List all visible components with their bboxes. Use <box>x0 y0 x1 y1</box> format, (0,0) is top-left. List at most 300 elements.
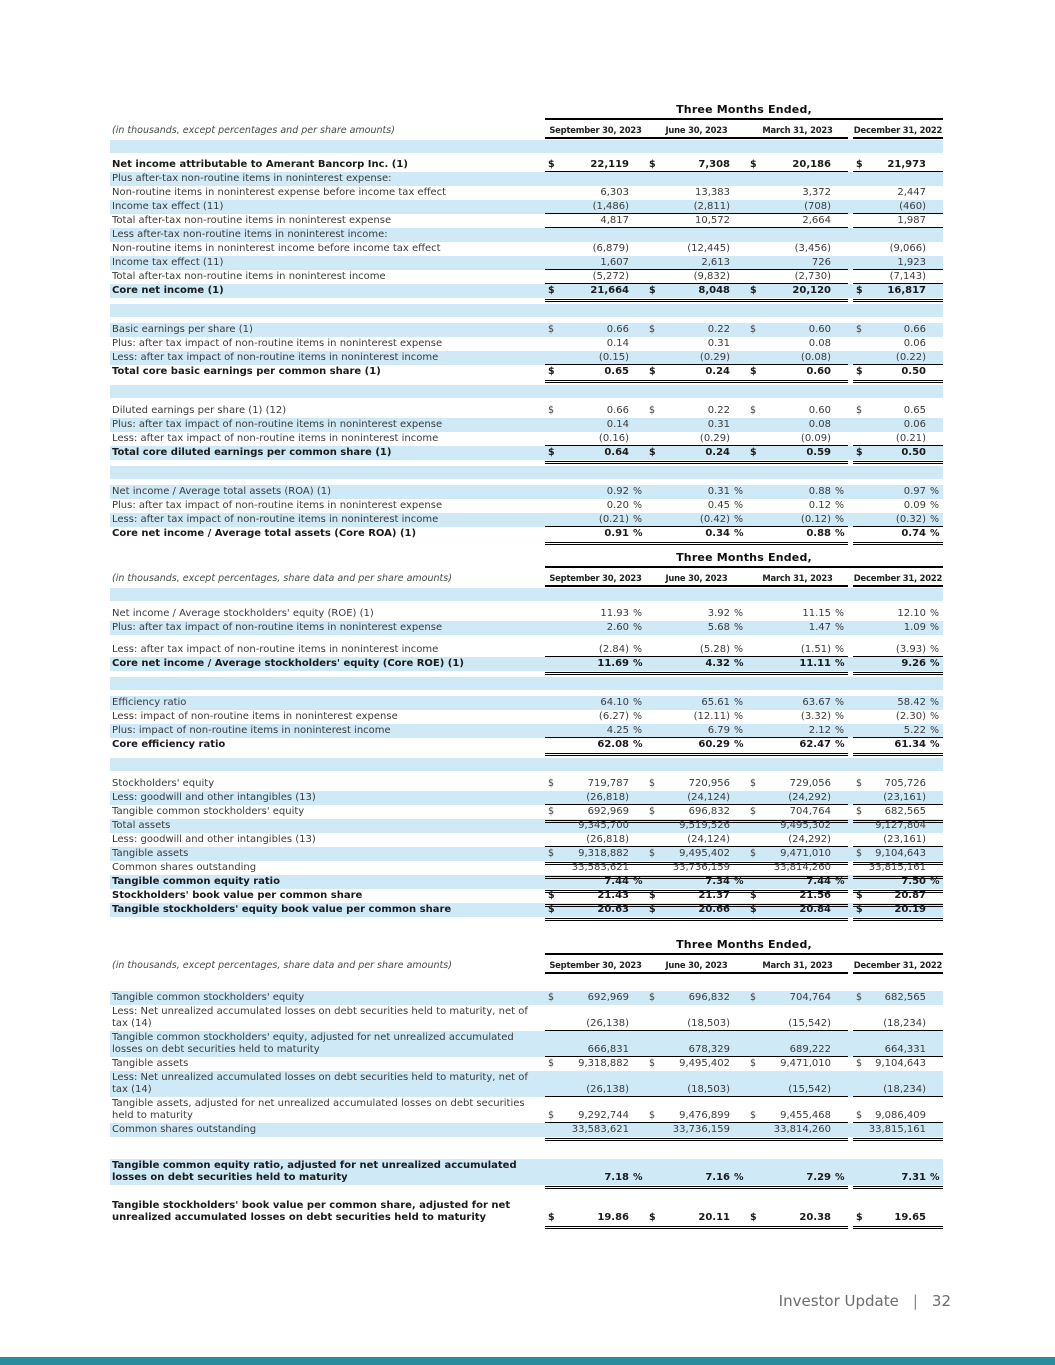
dollar-sign: $ <box>750 324 757 335</box>
percent-sign <box>831 778 846 790</box>
dollar-sign <box>856 338 867 350</box>
percent-sign: % <box>835 500 845 511</box>
dollar-sign <box>649 338 660 350</box>
row-values <box>545 903 943 917</box>
column-header: June 30, 2023 <box>665 960 728 970</box>
percent-sign: % <box>734 697 744 708</box>
row-label: Net income / Average stockholders' equity (ROE) (1) <box>112 608 374 619</box>
row-label: Tangible common equity ratio <box>112 876 280 887</box>
dollar-sign <box>750 608 761 620</box>
value-text: 0.88 <box>806 528 831 539</box>
table-header-columns <box>545 103 943 139</box>
dollar-sign <box>649 792 660 804</box>
cell-value <box>747 806 848 819</box>
dollar-sign: $ <box>548 159 555 170</box>
cell-value <box>545 876 646 889</box>
value-text: 9,471,010 <box>780 848 831 859</box>
value-text: (18,234) <box>883 1084 926 1095</box>
percent-sign <box>730 904 745 916</box>
row-label: Tangible assets <box>112 848 189 859</box>
percent-sign <box>831 405 846 417</box>
dollar-sign: $ <box>548 447 555 458</box>
cell-value <box>545 1172 646 1185</box>
value-text: 33,815,161 <box>868 1124 926 1135</box>
value-text: (0.09) <box>800 433 831 444</box>
dollar-sign <box>649 514 660 526</box>
double-rule-line <box>545 672 848 675</box>
percent-sign <box>629 405 644 417</box>
spacer-row <box>110 677 943 690</box>
dollar-sign: $ <box>649 405 656 416</box>
value-text: 0.64 <box>604 447 629 458</box>
percent-sign <box>629 992 644 1004</box>
dollar-sign <box>856 257 867 269</box>
cell-value <box>747 711 848 724</box>
percent-sign <box>730 215 745 227</box>
dollar-sign <box>548 486 559 498</box>
value-text: 7.29 <box>806 1172 831 1183</box>
cell-value <box>545 697 646 710</box>
percent-sign: % <box>930 697 940 708</box>
table-row <box>110 738 943 752</box>
value-text: 1,987 <box>897 215 926 226</box>
percent-sign <box>926 1212 941 1224</box>
cell-value <box>747 697 848 710</box>
cell-value <box>853 862 943 875</box>
percent-sign <box>831 324 846 336</box>
dollar-sign <box>750 1044 761 1056</box>
percent-sign <box>629 820 644 832</box>
percent-sign <box>629 834 644 846</box>
value-text: 10,572 <box>695 215 730 226</box>
value-text: 21.56 <box>799 890 831 901</box>
row-label: Income tax effect (11) <box>112 201 224 212</box>
dollar-sign <box>649 187 660 199</box>
percent-sign <box>629 419 644 431</box>
row-values <box>545 657 943 671</box>
percent-sign <box>926 1124 941 1136</box>
cell-value <box>747 658 848 671</box>
row-label: Net income / Average total assets (ROA) (1) <box>112 486 332 497</box>
dollar-sign <box>548 862 559 874</box>
cell-value <box>646 697 747 710</box>
value-text: 11.69 <box>597 658 629 669</box>
cell-value <box>747 1172 848 1185</box>
percent-sign <box>730 834 745 846</box>
value-text: 7.31 <box>901 1172 926 1183</box>
percent-sign <box>926 257 941 269</box>
table-header <box>110 551 943 587</box>
value-text: 62.47 <box>799 739 831 750</box>
cell-value <box>545 338 646 351</box>
table-row <box>110 242 943 256</box>
table-row <box>110 513 943 527</box>
value-text: 664,331 <box>884 1044 926 1055</box>
value-text: 9,086,409 <box>875 1110 926 1121</box>
cell-value <box>545 1212 646 1225</box>
table-row <box>110 1031 943 1057</box>
row-label: Total after-tax non-routine items in noninterest income <box>112 271 386 282</box>
dollar-sign <box>548 1018 559 1030</box>
cell-value <box>853 697 943 710</box>
dollar-sign <box>548 215 559 227</box>
value-text: 0.65 <box>903 405 926 416</box>
table-title: Three Months Ended, <box>545 551 943 568</box>
cell-value <box>646 338 747 351</box>
dollar-sign <box>649 644 660 656</box>
table-row <box>110 1123 943 1137</box>
row-values <box>545 228 943 242</box>
column-group-2023 <box>545 957 848 974</box>
row-values <box>545 710 943 724</box>
row-values <box>545 724 943 738</box>
row-values <box>545 284 943 298</box>
dollar-sign <box>649 739 660 751</box>
footer <box>779 1292 951 1310</box>
value-text: (6,879) <box>592 243 629 254</box>
column-header: March 31, 2023 <box>762 573 833 583</box>
dollar-sign: $ <box>548 904 555 915</box>
row-label: Total core basic earnings per common share (1) <box>112 366 381 377</box>
dollar-sign <box>750 187 761 199</box>
percent-sign: % <box>734 739 744 750</box>
row-label: Core net income (1) <box>112 285 224 296</box>
row-values <box>545 499 943 513</box>
dollar-sign <box>750 201 761 213</box>
value-text: 0.66 <box>606 405 629 416</box>
value-text: 11.11 <box>799 658 831 669</box>
value-text: 0.09 <box>903 500 926 511</box>
row-label: Less: Net unrealized accumulated losses on debt securities held to maturity, net of tax (14) <box>112 1006 528 1029</box>
dollar-sign <box>856 1124 867 1136</box>
table-row <box>110 256 943 270</box>
value-text: 33,815,161 <box>868 862 926 873</box>
value-text: 705,726 <box>884 778 926 789</box>
row-values <box>545 991 943 1005</box>
cell-value <box>646 890 747 903</box>
cell-value <box>545 904 646 917</box>
row-values <box>545 607 943 621</box>
row-label: Plus after-tax non-routine items in noninterest expense: <box>112 173 392 184</box>
row-values <box>545 337 943 351</box>
row-label: Less: after tax impact of non-routine items in noninterest income <box>112 644 439 655</box>
percent-sign <box>629 904 644 916</box>
dollar-sign <box>548 271 559 283</box>
cell-value <box>747 405 848 418</box>
dollar-sign <box>750 528 761 540</box>
value-text: (26,818) <box>586 834 629 845</box>
row-label: Tangible common equity ratio, adjusted for net unrealized accumulated losses on debt securities held to maturity <box>112 1160 517 1183</box>
percent-sign: % <box>633 876 643 887</box>
column-header: June 30, 2023 <box>665 125 728 135</box>
dollar-sign <box>649 622 660 634</box>
dollar-sign: $ <box>856 778 863 789</box>
table-row <box>110 432 943 446</box>
cell-value <box>545 862 646 875</box>
dollar-sign <box>548 876 559 888</box>
percent-sign: % <box>633 1172 643 1183</box>
table-row <box>110 284 943 298</box>
table-adjusted-tangible <box>110 938 943 1225</box>
row-label: Less: impact of non-routine items in noninterest expense <box>112 711 398 722</box>
row-values <box>545 1199 943 1225</box>
double-rule-line <box>853 753 943 756</box>
cell-value <box>646 486 747 499</box>
percent-sign <box>831 1212 846 1224</box>
percent-sign: % <box>835 697 845 708</box>
value-text: 9,345,700 <box>578 820 629 831</box>
cell-value <box>646 608 747 621</box>
percent-sign <box>730 890 745 902</box>
dollar-sign <box>649 862 660 874</box>
cell-value <box>747 890 848 903</box>
percent-sign <box>730 1124 745 1136</box>
row-label: Total assets <box>112 820 171 831</box>
value-text: (24,292) <box>788 834 831 845</box>
percent-sign: % <box>633 622 643 633</box>
percent-sign <box>831 992 846 1004</box>
value-text: (6.27) <box>598 711 629 722</box>
percent-sign <box>926 201 941 213</box>
cell-value <box>747 608 848 621</box>
value-text: 0.24 <box>705 447 730 458</box>
percent-sign <box>629 257 644 269</box>
cell-value <box>545 778 646 791</box>
dollar-sign <box>856 1084 867 1096</box>
table-title: Three Months Ended, <box>545 103 943 120</box>
percent-sign <box>831 433 846 445</box>
table-row <box>110 1199 943 1225</box>
percent-sign <box>831 201 846 213</box>
percent-sign <box>926 890 941 902</box>
double-rule-line <box>853 299 943 302</box>
column-header: June 30, 2023 <box>665 573 728 583</box>
percent-sign <box>629 447 644 459</box>
dollar-sign <box>856 862 867 874</box>
value-text: (3.32) <box>800 711 831 722</box>
percent-sign <box>730 1044 745 1056</box>
percent-sign <box>926 1058 941 1070</box>
dollar-sign <box>649 658 660 670</box>
value-text: (12.11) <box>693 711 730 722</box>
row-values <box>545 696 943 710</box>
table-header-columns <box>545 551 943 587</box>
percent-sign: % <box>633 608 643 619</box>
value-text: (24,124) <box>687 834 730 845</box>
dollar-sign <box>548 644 559 656</box>
row-values <box>545 791 943 805</box>
percent-sign <box>629 890 644 902</box>
value-text: 3,372 <box>802 187 831 198</box>
footer-title: Investor Update <box>778 1292 899 1310</box>
percent-sign <box>730 257 745 269</box>
value-text: 9,455,468 <box>780 1110 831 1121</box>
value-text: 0.50 <box>901 366 926 377</box>
dollar-sign <box>750 215 761 227</box>
percent-sign <box>629 1110 644 1122</box>
value-text: 19.65 <box>894 1212 926 1223</box>
cell-value <box>747 1124 848 1137</box>
value-text: (0.29) <box>699 352 730 363</box>
dollar-sign <box>856 528 867 540</box>
column-header: December 31, 2022 <box>853 570 943 587</box>
dollar-sign: $ <box>548 890 555 901</box>
row-label: Diluted earnings per share (1) (12) <box>112 405 287 416</box>
percent-sign <box>730 324 745 336</box>
percent-sign: % <box>930 514 940 525</box>
dollar-sign: $ <box>548 366 555 377</box>
cell-value <box>747 447 848 460</box>
dollar-sign <box>856 514 867 526</box>
value-text: 9,495,402 <box>679 848 730 859</box>
dollar-sign <box>856 352 867 364</box>
dollar-sign <box>750 725 761 737</box>
percent-sign <box>730 243 745 255</box>
dollar-sign <box>548 514 559 526</box>
percent-sign: % <box>835 528 845 539</box>
percent-sign <box>730 848 745 860</box>
table-caption: (in thousands, except percentages, share data and per share amounts) <box>112 573 452 584</box>
value-text: 33,736,159 <box>672 862 730 873</box>
cell-value <box>646 1058 747 1071</box>
percent-sign: % <box>835 608 845 619</box>
double-rule-line <box>545 1226 848 1229</box>
value-text: (2.84) <box>598 644 629 655</box>
column-group-2023 <box>545 122 848 139</box>
table-row <box>110 228 943 242</box>
value-text: 9,104,643 <box>875 1058 926 1069</box>
percent-sign: % <box>835 739 845 750</box>
percent-sign <box>629 366 644 378</box>
dollar-sign <box>649 876 660 888</box>
spacer-row <box>110 635 943 643</box>
percent-sign <box>730 352 745 364</box>
percent-sign: % <box>633 739 643 750</box>
dollar-sign <box>548 622 559 634</box>
value-text: 20.87 <box>894 890 926 901</box>
cell-value <box>747 187 848 200</box>
value-text: 4.32 <box>705 658 730 669</box>
dollar-sign <box>750 271 761 283</box>
cell-value <box>853 820 943 833</box>
cell-value <box>747 876 848 889</box>
cell-value <box>646 405 747 418</box>
dollar-sign <box>649 834 660 846</box>
percent-sign <box>831 159 846 171</box>
value-text: 5.22 <box>903 725 926 736</box>
dollar-sign <box>649 257 660 269</box>
value-text: 6.79 <box>707 725 730 736</box>
table-row <box>110 404 943 418</box>
row-values <box>545 889 943 903</box>
percent-sign: % <box>930 486 940 497</box>
percent-sign: % <box>734 711 744 722</box>
value-text: 0.74 <box>901 528 926 539</box>
value-text: (2.30) <box>895 711 926 722</box>
value-text: 20.11 <box>698 1212 730 1223</box>
value-text: 0.60 <box>808 324 831 335</box>
percent-sign <box>629 352 644 364</box>
cell-value <box>646 711 747 724</box>
dollar-sign: $ <box>750 447 757 458</box>
dollar-sign <box>750 1172 761 1184</box>
table-row <box>110 861 943 875</box>
table-row <box>110 365 943 379</box>
cell-value <box>545 658 646 671</box>
dollar-sign <box>856 834 867 846</box>
percent-sign: % <box>633 711 643 722</box>
cell-value <box>853 366 943 379</box>
dollar-sign: $ <box>856 285 863 296</box>
dollar-sign: $ <box>750 848 757 859</box>
percent-sign <box>831 257 846 269</box>
dollar-sign: $ <box>548 285 555 296</box>
table-title: Three Months Ended, <box>545 938 943 955</box>
row-values <box>545 418 943 432</box>
dollar-sign <box>649 820 660 832</box>
row-label: Income tax effect (11) <box>112 257 224 268</box>
cell-value <box>646 528 747 541</box>
dollar-sign <box>649 352 660 364</box>
percent-sign <box>730 1058 745 1070</box>
value-text: 21,664 <box>590 285 629 296</box>
percent-sign <box>629 1044 644 1056</box>
row-label: Stockholders' book value per common share <box>112 890 363 901</box>
dollar-sign <box>856 658 867 670</box>
column-header: December 31, 2022 <box>853 957 943 974</box>
value-text: (0.08) <box>800 352 831 363</box>
cell-value <box>853 904 943 917</box>
dollar-sign <box>548 834 559 846</box>
dollar-sign: $ <box>856 1110 863 1121</box>
value-text: 1.09 <box>903 622 926 633</box>
row-label: Tangible stockholders' equity book value per common share <box>112 904 452 915</box>
dollar-sign <box>548 1124 559 1136</box>
percent-sign: % <box>734 608 744 619</box>
value-text: 1,607 <box>600 257 629 268</box>
percent-sign <box>926 285 941 297</box>
dollar-sign <box>856 711 867 723</box>
cell-value <box>747 904 848 917</box>
double-rule-line <box>853 1226 943 1229</box>
dollar-sign: $ <box>750 405 757 416</box>
percent-sign <box>831 352 846 364</box>
percent-sign: % <box>633 697 643 708</box>
dollar-sign: $ <box>856 324 863 335</box>
dollar-sign <box>750 792 761 804</box>
row-values <box>545 256 943 270</box>
dollar-sign: $ <box>649 848 656 859</box>
dollar-sign <box>856 215 867 227</box>
value-text: 63.67 <box>802 697 831 708</box>
percent-sign <box>730 159 745 171</box>
spacer-row <box>110 588 943 601</box>
table-row <box>110 1097 943 1123</box>
value-text: 33,736,159 <box>672 1124 730 1135</box>
value-text: 719,787 <box>587 778 629 789</box>
value-text: 33,583,621 <box>571 1124 629 1135</box>
percent-sign <box>926 1110 941 1122</box>
column-header: September 30, 2023 <box>549 573 642 583</box>
value-text: 20.19 <box>894 904 926 915</box>
percent-sign: % <box>633 486 643 497</box>
dollar-sign <box>548 187 559 199</box>
cell-value <box>646 904 747 917</box>
double-rule-line <box>853 672 943 675</box>
dollar-sign: $ <box>649 366 656 377</box>
cell-value <box>545 890 646 903</box>
value-text: 4,817 <box>600 215 629 226</box>
